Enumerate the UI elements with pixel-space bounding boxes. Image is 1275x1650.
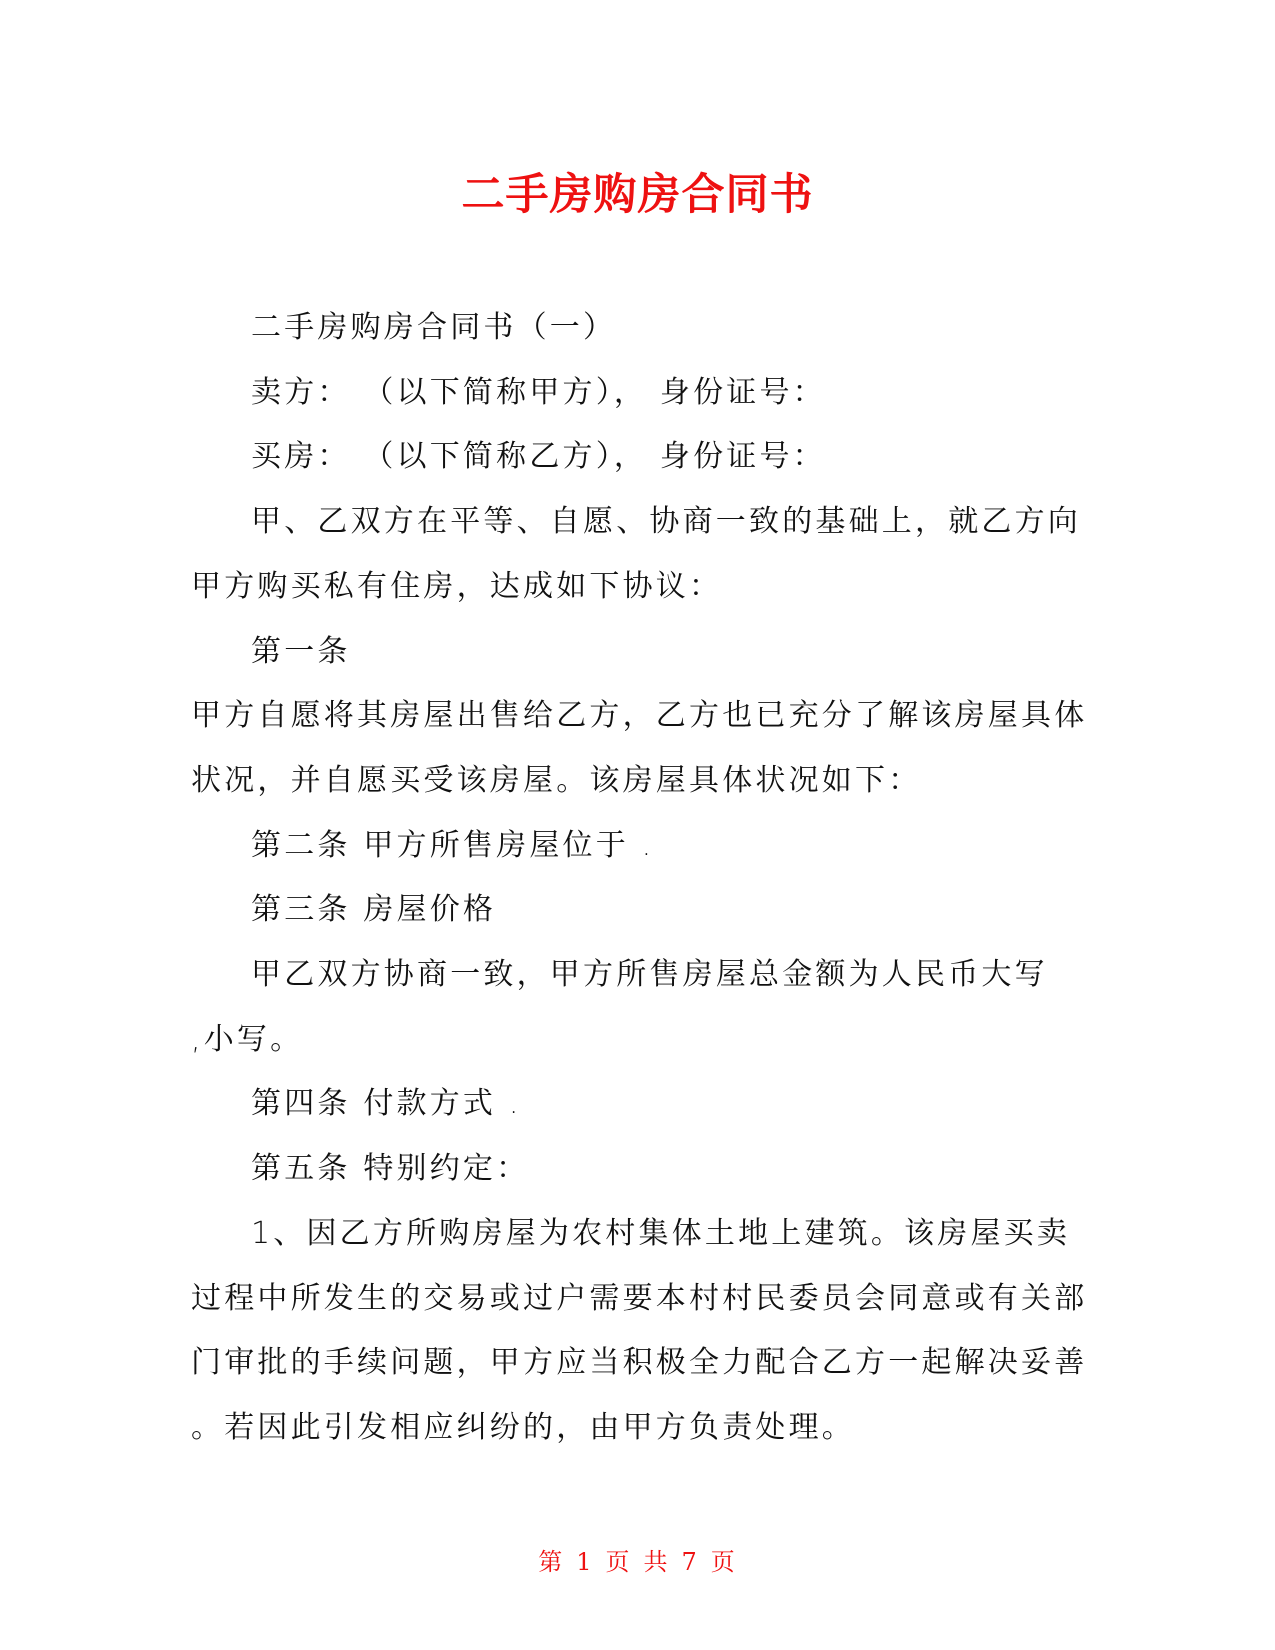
article-5-heading: 第五条 特别约定： <box>251 1151 530 1187</box>
article-3-line-2: ,小写。 <box>191 1021 304 1057</box>
preamble-line-1: 甲、乙双方在平等、自愿、协商一致的基础上，就乙方向 <box>251 504 1081 540</box>
article-3-line-1: 甲乙双方协商一致，甲方所售房屋总金额为人民币大写 <box>251 957 1048 993</box>
clause-1-line-3: 门审批的手续问题，甲方应当积极全力配合乙方一起解决妥善 <box>191 1345 1088 1381</box>
footer-total-word: 共 <box>643 1548 670 1576</box>
article-2-line: 第二条 甲方所售房屋位于 . <box>251 827 655 863</box>
subtitle-line: 二手房购房合同书（一） <box>251 310 617 345</box>
preamble-line-2: 甲方购买私有住房，达成如下协议： <box>191 568 723 604</box>
clause-1-line-2: 过程中所发生的交易或过户需要本村村民委员会同意或有关部 <box>191 1280 1088 1316</box>
article-1-line-2: 状况，并自愿买受该房屋。该房屋具体状况如下： <box>191 762 922 798</box>
page-footer <box>0 1542 1275 1577</box>
clause-1-line-1: 1、因乙方所购房屋为农村集体土地上建筑。该房屋买卖 <box>251 1215 1071 1251</box>
seller-line: 卖方： （以下简称甲方）， 身份证号： <box>251 374 826 410</box>
article-4-line: 第四条 付款方式 . <box>251 1086 522 1122</box>
article-1-heading: 第一条 <box>251 633 351 669</box>
buyer-line: 买房： （以下简称乙方）， 身份证号： <box>251 439 826 475</box>
document-title: 二手房购房合同书 <box>461 170 814 220</box>
footer-total-pages: 7 <box>681 1548 699 1576</box>
footer-page-word: 页 <box>605 1548 632 1576</box>
footer-prefix: 第 <box>538 1548 565 1576</box>
footer-current-page: 1 <box>576 1548 594 1576</box>
article-1-line-1: 甲方自愿将其房屋出售给乙方，乙方也已充分了解该房屋具体 <box>191 698 1088 734</box>
footer-suffix: 页 <box>710 1548 737 1576</box>
article-3-heading: 第三条 房屋价格 <box>251 892 497 928</box>
clause-1-line-4: 。若因此引发相应纠纷的，由甲方负责处理。 <box>191 1409 855 1445</box>
document-body <box>191 296 1091 1461</box>
